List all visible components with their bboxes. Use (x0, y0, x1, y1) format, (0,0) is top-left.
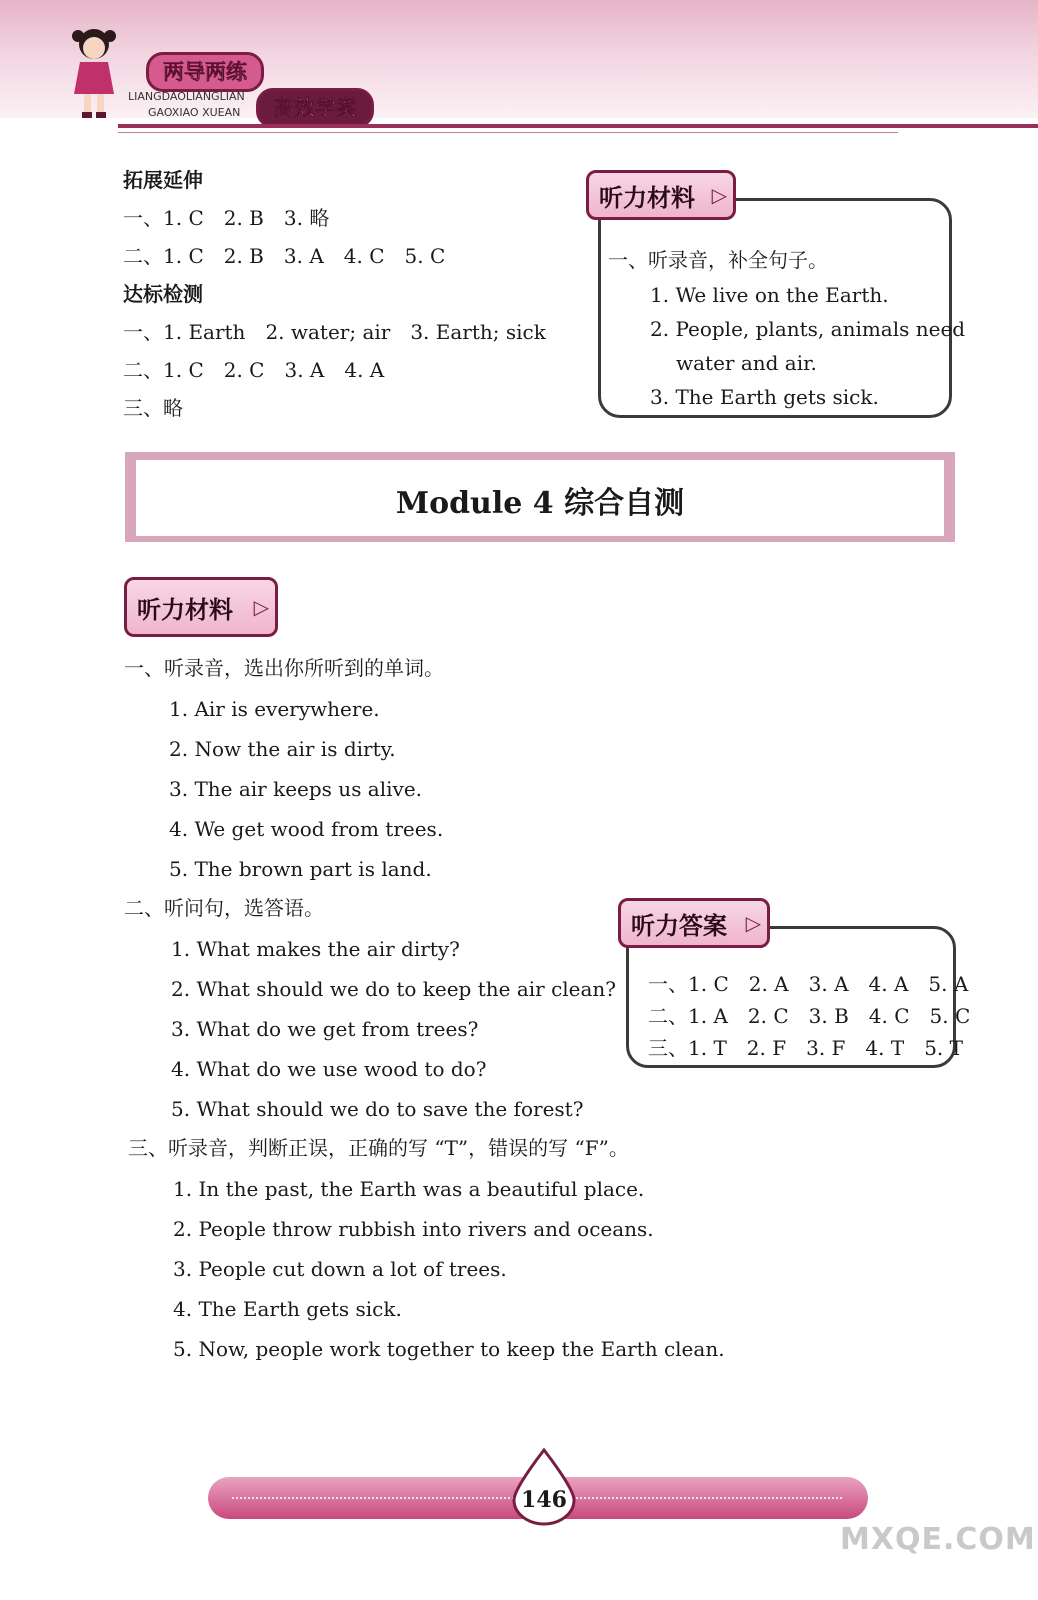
brand-bottom-tag: 高效学案 (256, 88, 374, 128)
listen-top-line-3: water and air. (676, 351, 817, 375)
answer-line-3: 三、1. T 2. F 3. F 4. T 5. T (648, 1036, 963, 1060)
section-1-item: 4. We get wood from trees. (169, 817, 444, 841)
answer-tag-label: 听力答案 (631, 911, 727, 940)
listening-tag-label: 听力材料 (137, 595, 233, 624)
section-3-heading: 三、听录音，判断正误，正确的写 “T”，错误的写 “F”。 (128, 1136, 629, 1160)
section-3-item: 1. In the past, the Earth was a beautiful place. (173, 1177, 645, 1201)
section-3-item: 5. Now, people work together to keep the Earth clean. (173, 1337, 725, 1361)
listen-top-line-4: 3. The Earth gets sick. (650, 385, 879, 409)
arrow-right-icon: ▷ (711, 183, 727, 207)
section-1-item: 1. Air is everywhere. (169, 697, 380, 721)
header-rule (118, 124, 1038, 128)
answer-tag (618, 898, 770, 948)
section-3-item: 3. People cut down a lot of trees. (173, 1257, 507, 1281)
listen-top-heading: 一、听录音，补全句子。 (608, 248, 828, 272)
answer-line-2: 二、1. A 2. C 3. B 4. C 5. C (648, 1004, 971, 1028)
arrow-right-icon: ▷ (253, 595, 269, 619)
check-line-3: 三、略 (123, 396, 183, 420)
section-3-item: 2. People throw rubbish into rivers and oceans. (173, 1217, 654, 1241)
section-1-item: 5. The brown part is land. (169, 857, 432, 881)
girl-mascot-icon (64, 22, 124, 122)
brand-pinyin-1: LIANGDAOLIANGLIAN (128, 90, 245, 103)
section-2-item: 3. What do we get from trees? (171, 1017, 479, 1041)
module-title: Module 4 综合自测 (395, 486, 685, 521)
section-1-item: 3. The air keeps us alive. (169, 777, 423, 801)
section-2-item: 5. What should we do to save the forest? (171, 1097, 584, 1121)
section-2-heading: 二、听问句，选答语。 (124, 896, 324, 920)
arrow-right-icon: ▷ (745, 911, 761, 935)
section-2-item: 4. What do we use wood to do? (171, 1057, 487, 1081)
section-2-item: 1. What makes the air dirty? (171, 937, 460, 961)
section-2-item: 2. What should we do to keep the air clean? (171, 977, 617, 1001)
section-1-heading: 一、听录音，选出你所听到的单词。 (124, 656, 444, 680)
brand-pinyin-2: GAOXIAO XUEAN (148, 106, 241, 119)
section-3-item: 4. The Earth gets sick. (173, 1297, 402, 1321)
watermark: MXQE.COM (840, 1522, 1036, 1557)
listening-tag (124, 577, 278, 637)
extend-line-2: 二、1. C 2. B 3. A 4. C 5. C (123, 244, 446, 268)
check-line-2: 二、1. C 2. C 3. A 4. A (123, 358, 385, 382)
header-rule-thin (118, 132, 898, 133)
listen-tag-top-label: 听力材料 (599, 183, 695, 212)
listen-top-line-2: 2. People, plants, animals need (650, 317, 966, 341)
listen-top-line-1: 1. We live on the Earth. (650, 283, 889, 307)
section-1-item: 2. Now the air is dirty. (169, 737, 396, 761)
brand-top-tag: 两导两练 (146, 52, 264, 92)
listen-tag-top (586, 170, 736, 220)
page-number: 146 (521, 1487, 567, 1513)
extend-line-1: 一、1. C 2. B 3. 略 (123, 206, 330, 230)
answer-line-1: 一、1. C 2. A 3. A 4. A 5. A (648, 972, 969, 996)
extend-title: 拓展延伸 (123, 168, 203, 192)
check-title: 达标检测 (123, 282, 203, 306)
check-line-1: 一、1. Earth 2. water; air 3. Earth; sick (123, 320, 546, 344)
